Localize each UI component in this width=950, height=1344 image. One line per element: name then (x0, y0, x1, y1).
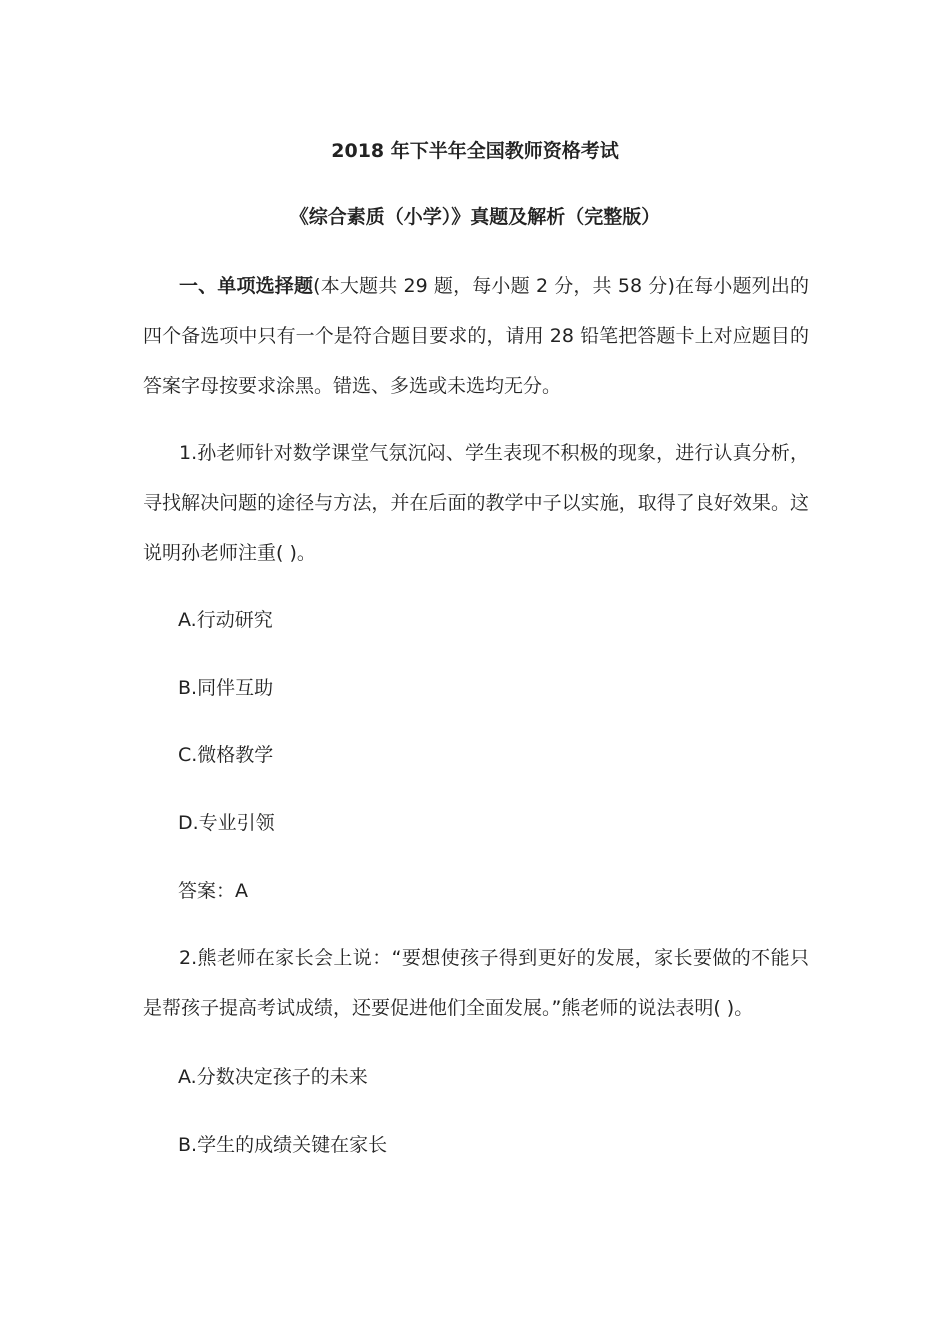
question-1-answer: 答案：A (178, 880, 248, 902)
question-2-option-b: B.学生的成绩关键在家长 (178, 1134, 388, 1156)
question-1-option-a: A.行动研究 (178, 609, 273, 631)
document-title: 2018 年下半年全国教师资格考试 (331, 140, 619, 162)
section-heading: 一、单项选择题 (179, 275, 314, 297)
question-1-stem: 1.孙老师针对数学课堂气氛沉闷、学生表现不积极的现象，进行认真分析，寻找解决问题的途径与方法，并在后面的教学中子以实施，取得了良好效果。这说明孙老师注重( )。 (143, 442, 809, 564)
section-intro (143, 261, 809, 411)
question-1-option-d: D.专业引领 (178, 812, 275, 834)
section-instruction: (本大题共 29 题，每小题 2 分，共 58 分)在每小题列出的四个备选项中只有一个是符合题目要求的，请用 28 铅笔把答题卡上对应题目的答案字母按要求涂黑。错选、多选或未选均无分。 (143, 275, 809, 397)
question-1-option-b: B.同伴互助 (178, 677, 274, 699)
question-2-stem: 2.熊老师在家长会上说：“要想使孩子得到更好的发展，家长要做的不能只是帮孩子提高考试成绩，还要促进他们全面发展。”熊老师的说法表明( )。 (143, 947, 809, 1019)
question-2-option-a: A.分数决定孩子的未来 (178, 1066, 368, 1088)
question-1-option-c: C.微格教学 (178, 744, 274, 766)
document-subtitle: 《综合素质（小学）》真题及解析（完整版） (289, 206, 661, 228)
